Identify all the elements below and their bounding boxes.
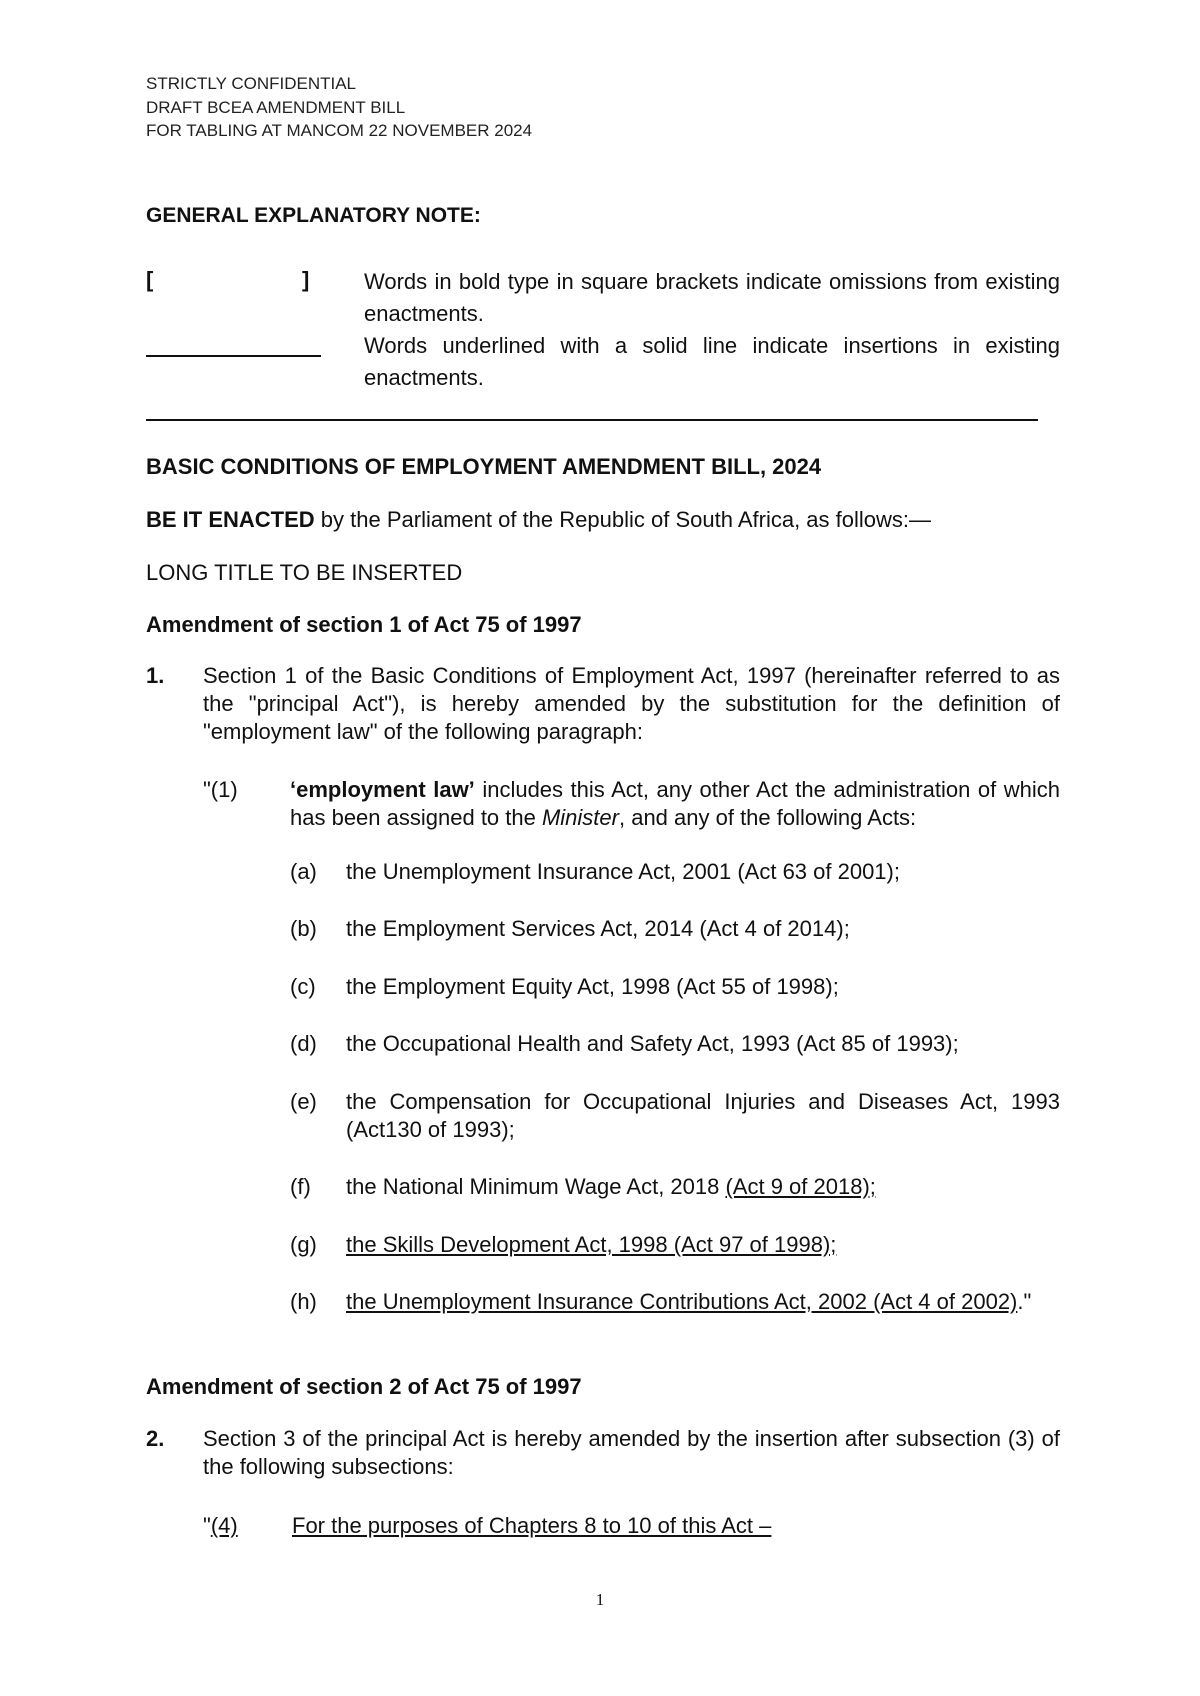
definition-minister: Minister — [541, 805, 619, 830]
definition-term: ‘employment law’ — [290, 777, 475, 802]
note-heading: GENERAL EXPLANATORY NOTE: — [146, 204, 481, 227]
enacted-bold: BE IT ENACTED — [146, 507, 315, 532]
list-item-text: the Employment Services Act, 2014 (Act 4 of 2014); — [346, 916, 850, 941]
note-underline-sample — [146, 355, 321, 357]
section1-heading: Amendment of section 1 of Act 75 of 1997 — [146, 612, 582, 637]
list-item — [346, 915, 1060, 943]
subsection4-label — [203, 1512, 238, 1540]
list-item-text: the Unemployment Insurance Act, 2001 (Act 63 of 2001); — [346, 859, 900, 884]
list-item-label: (c) — [290, 974, 316, 999]
subsection4-quote: " — [203, 1513, 211, 1538]
header-tabling: FOR TABLING AT MANCOM 22 NOVEMBER 2024 — [146, 121, 533, 140]
list-item-text: the Occupational Health and Safety Act, 1993 (Act 85 of 1993); — [346, 1031, 959, 1056]
list-item-inserted-text: the Skills Development Act, 1998 (Act 97 of 1998); — [346, 1232, 837, 1257]
separator-rule — [146, 419, 1038, 421]
list-item-inserted-text: (Act 9 of 2018); — [725, 1174, 876, 1199]
definition-text — [290, 776, 1060, 832]
header-confidential: STRICTLY CONFIDENTIAL — [146, 74, 357, 93]
list-item — [346, 1288, 1060, 1316]
header-draft: DRAFT BCEA AMENDMENT BILL — [146, 98, 406, 117]
list-item-tail: ." — [1017, 1289, 1032, 1314]
definition-text-b: , and any of the following Acts: — [618, 805, 917, 830]
list-item — [346, 1088, 1060, 1144]
list-item-text: the National Minimum Wage Act, 2018 — [346, 1174, 726, 1199]
list-item-label: (f) — [290, 1174, 311, 1199]
definition-text-a: includes this Act, any other Act the administration of which has been assigned to the — [290, 777, 1060, 830]
list-item-label: (e) — [290, 1089, 317, 1114]
bracket-close: ] — [302, 267, 310, 292]
section1-text: Section 1 of the Basic Conditions of Employment Act, 1997 (hereinafter referred to as the "principal Act"), is hereby amended by the substitution for the definition of "employment law" of the following paragraph: — [203, 663, 1060, 744]
note-bracket-text: Words in bold type in square brackets indicate omissions from existing enactments. — [364, 269, 1060, 326]
page-number: 1 — [595, 1590, 605, 1609]
enacting-clause — [146, 506, 931, 534]
subsection4-number: (4) — [210, 1513, 238, 1538]
list-item — [346, 1231, 1060, 1259]
list-item-text: the Employment Equity Act, 1998 (Act 55 of 1998); — [346, 974, 839, 999]
list-item-text: the Compensation for Occupational Injuries and Diseases Act, 1993 (Act130 of 1993); — [346, 1089, 1060, 1142]
list-item-label: (b) — [290, 916, 317, 941]
list-item-label: (h) — [290, 1289, 317, 1314]
section2-heading: Amendment of section 2 of Act 75 of 1997 — [146, 1374, 582, 1399]
list-item-label: (d) — [290, 1031, 317, 1056]
section1-number: 1. — [146, 663, 165, 688]
bracket-open: [ — [146, 267, 154, 292]
long-title: LONG TITLE TO BE INSERTED — [146, 560, 463, 585]
enacted-rest: by the Parliament of the Republic of South Africa, as follows:— — [314, 507, 931, 532]
list-item — [346, 1173, 1060, 1201]
definition-number: "(1) — [203, 777, 238, 802]
list-item-label: (a) — [290, 859, 317, 884]
section2-text: Section 3 of the principal Act is hereby amended by the insertion after subsection (3) of the following subsections: — [203, 1426, 1060, 1479]
list-item-inserted-text: the Unemployment Insurance Contributions Act, 2002 (Act 4 of 2002) — [346, 1289, 1018, 1314]
subsection4-text: For the purposes of Chapters 8 to 10 of this Act – — [292, 1513, 772, 1538]
bill-title: BASIC CONDITIONS OF EMPLOYMENT AMENDMENT BILL, 2024 — [146, 454, 822, 479]
section2-number: 2. — [146, 1426, 165, 1451]
list-item-label: (g) — [290, 1232, 317, 1257]
list-item — [346, 973, 1060, 1001]
list-item — [346, 858, 1060, 886]
note-underline-text: Words underlined with a solid line indicate insertions in existing enactments. — [364, 333, 1060, 390]
list-item — [346, 1030, 1060, 1058]
